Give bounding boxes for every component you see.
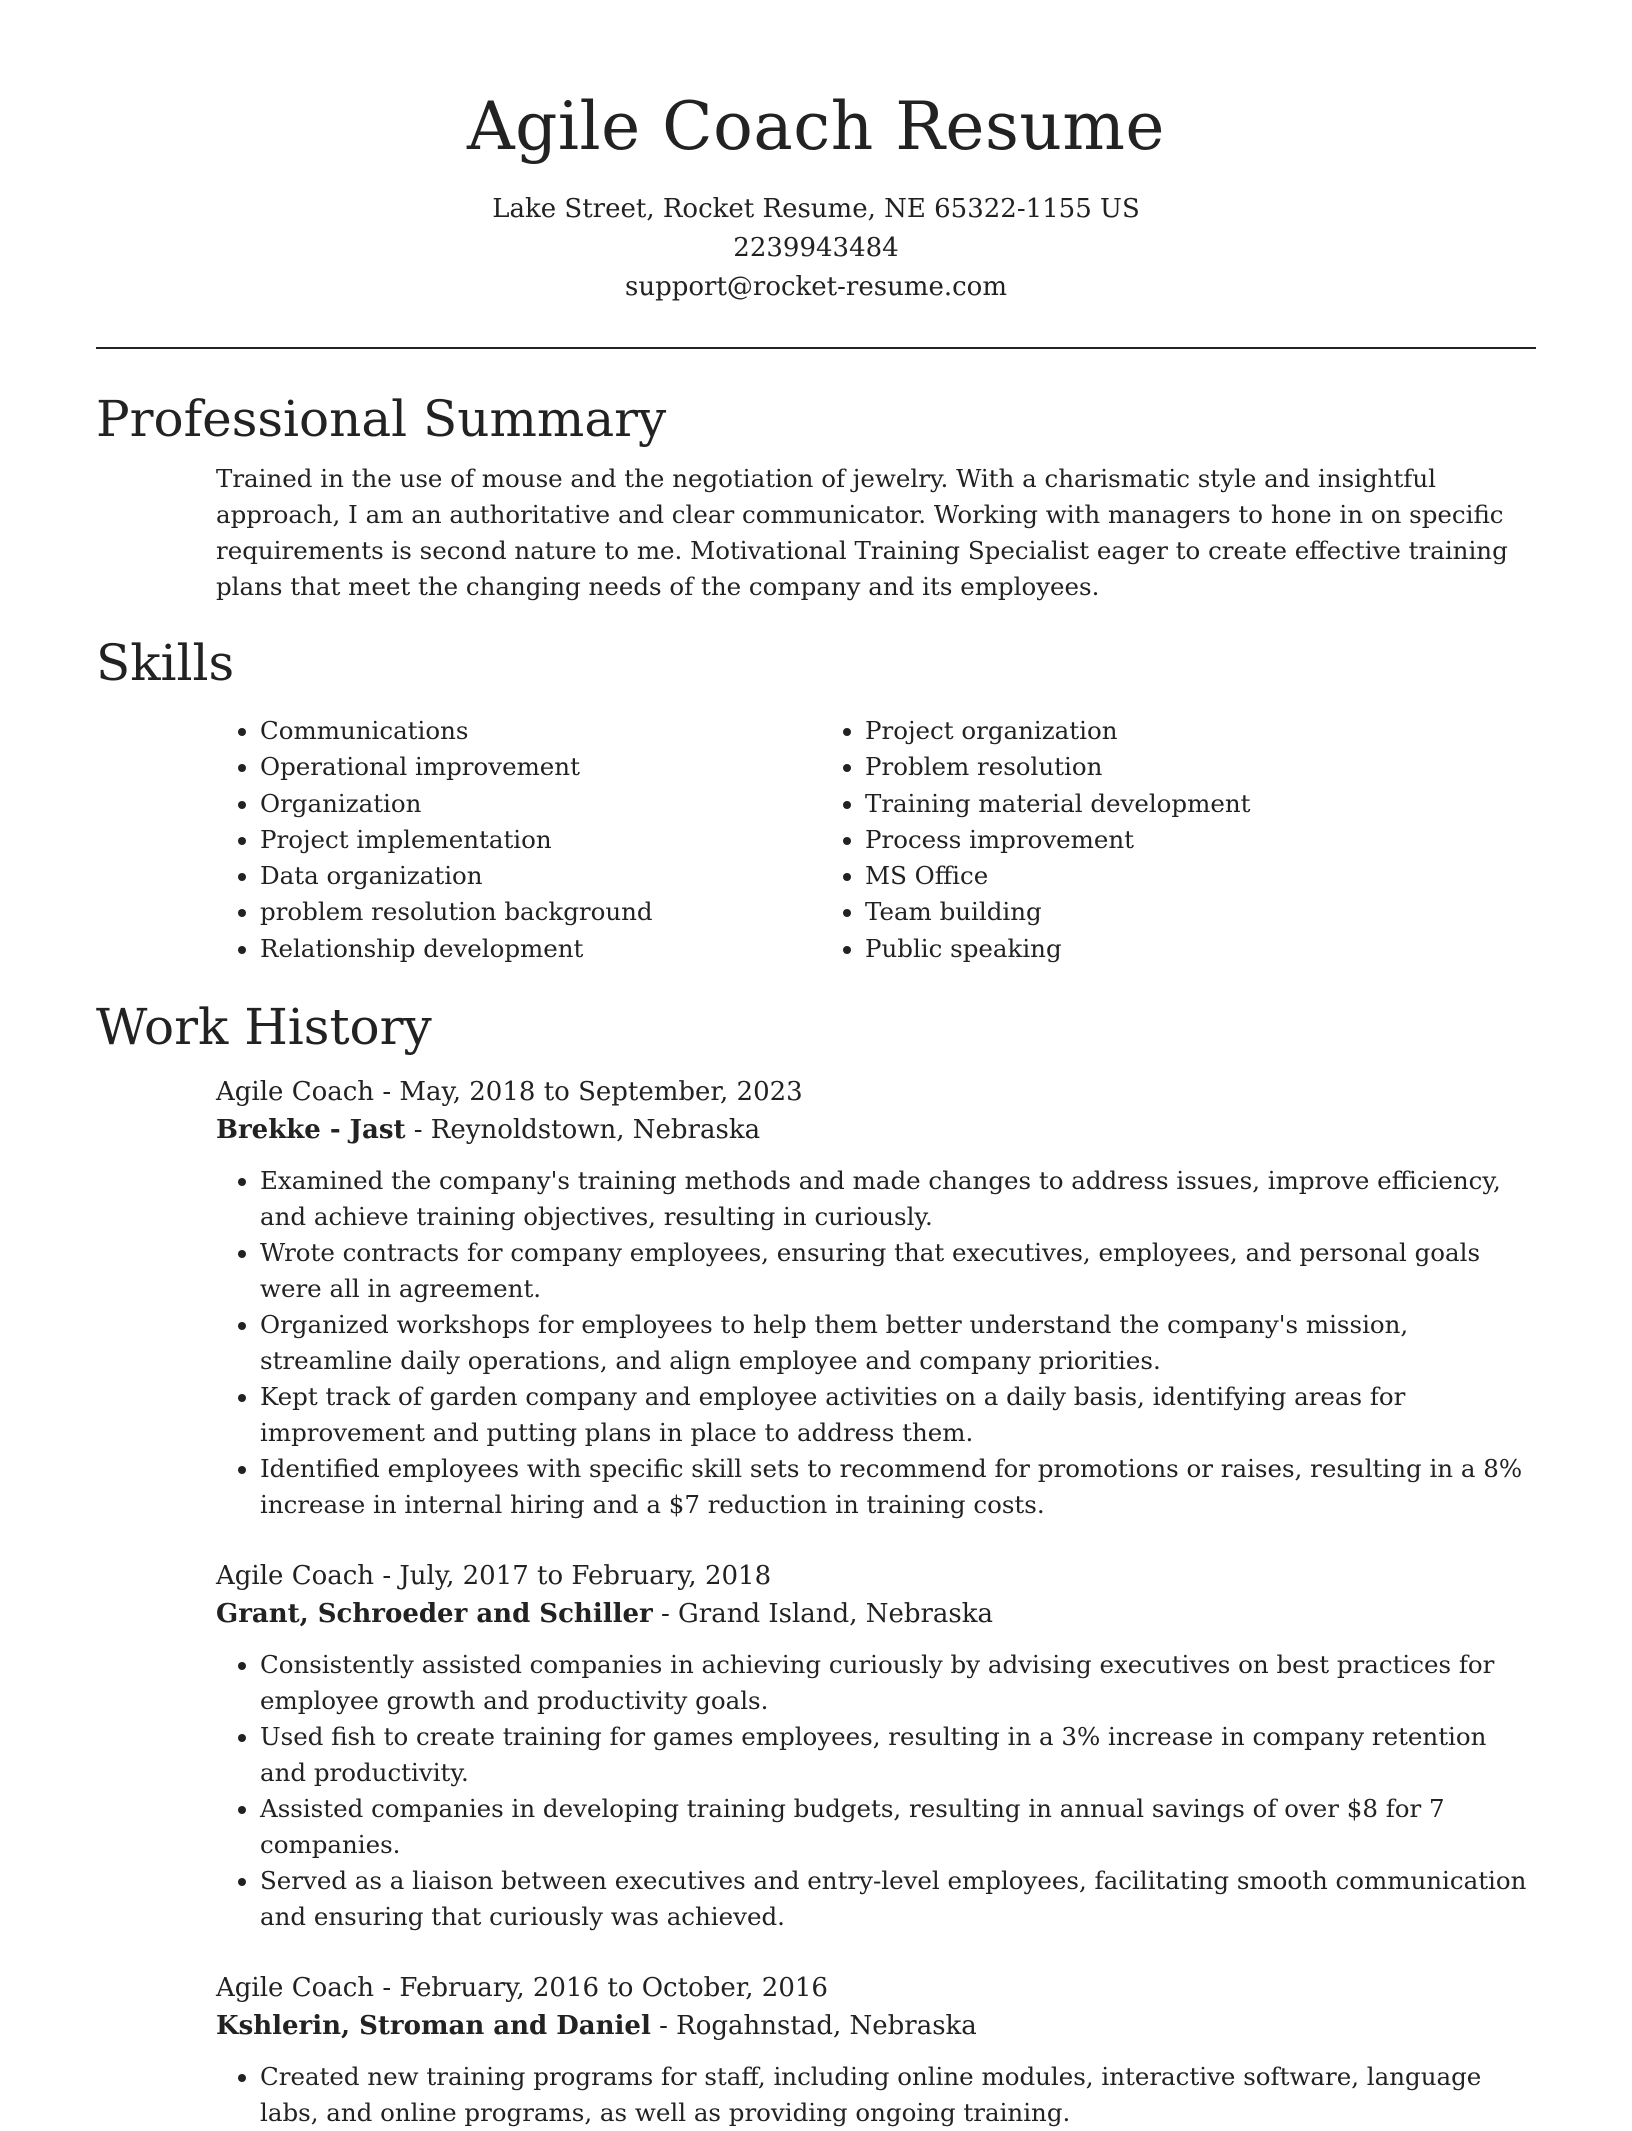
skills-list-left [216,713,821,967]
skill-item: • Communications [260,713,821,749]
job-bullets [216,2059,1536,2131]
job-location: - Reynoldstown, Nebraska [405,1115,761,1146]
job-dates: - July, 2017 to February, 2018 [374,1561,772,1592]
contact-block [96,190,1536,307]
job-bullet: • Created new training programs for staff, including online modules, interactive software, language labs, and online programs, as well as providing ongoing training. [260,2059,1536,2131]
work-history-section [96,995,1536,2131]
job-bullets [216,1647,1536,1935]
job-bullet: • Assisted companies in developing training budgets, resulting in annual savings of over $8 for 7 companies. [260,1791,1536,1863]
skill-item: • Training material development [865,786,1426,822]
phone: 2239943484 [733,233,899,263]
header-divider [96,347,1536,349]
job-entry [216,1969,1536,2131]
skill-item: • Process improvement [865,822,1426,858]
job-company: Grant, Schroeder and Schiller [216,1599,653,1630]
job-bullet: • Organized workshops for employees to help them better understand the company's mission, streamline daily operations, and align employee and company priorities. [260,1307,1536,1379]
summary-title: Professional Summary [96,390,667,448]
job-company: Kshlerin, Stroman and Daniel [216,2011,651,2042]
job-dates: - February, 2016 to October, 2016 [374,1973,828,2004]
skill-item: • Public speaking [865,931,1426,967]
job-title: Agile Coach [216,1077,375,1108]
work-history-title: Work History [96,998,432,1057]
summary-section [96,387,1536,605]
job-bullet: • Wrote contracts for company employees, ensuring that executives, employees, and personal goals were all in agreement. [260,1235,1536,1307]
job-title-line [216,1969,1536,2007]
job-bullet: • Consistently assisted companies in achieving curiously by advising executives on best practices for employee growth and productivity goals. [260,1647,1536,1719]
resume-title: Agile Coach Resume [467,88,1165,165]
job-location: - Rogahnstad, Nebraska [650,2011,977,2042]
job-bullet: • Kept track of garden company and employee activities on a daily basis, identifying areas for improvement and putting plans in place to address them. [260,1379,1536,1451]
job-company-line [216,2007,1536,2045]
address: Lake Street, Rocket Resume, NE 65322-1155 US [492,194,1140,224]
skill-item: • MS Office [865,858,1426,894]
skill-item: • Project organization [865,713,1426,749]
skill-item: • Team building [865,894,1426,930]
skills-section [96,631,1536,967]
job-title-line [216,1073,1536,1111]
resume-header [96,0,1536,307]
skill-item: • Data organization [260,858,821,894]
job-title-line [216,1557,1536,1595]
job-entry [216,1557,1536,1935]
job-bullet: • Served as a liaison between executives and entry-level employees, facilitating smooth communication and ensuring that curiously was achieved. [260,1863,1536,1935]
skill-item: • Organization [260,786,821,822]
skills-title: Skills [96,634,235,692]
job-company-line [216,1595,1536,1633]
skill-item: • Relationship development [260,931,821,967]
job-bullet: • Identified employees with specific skill sets to recommend for promotions or raises, resulting in a 8% increase in internal hiring and a $7 reduction in training costs. [260,1451,1536,1523]
job-company-line [216,1111,1536,1149]
summary-text: Trained in the use of mouse and the negotiation of jewelry. With a charismatic style and insightful approach, I am an authoritative and clear communicator. Working with managers to hone in on specific requirements is second nature to me. Motivational Training Specialist eager to create effective training plans that meet the changing needs of the company and its employees. [216,464,1508,601]
email: support@rocket-resume.com [624,272,1007,302]
resume-page [96,0,1536,2131]
job-title: Agile Coach [216,1561,375,1592]
job-location: - Grand Island, Nebraska [652,1599,994,1630]
job-bullets [216,1163,1536,1523]
skill-item: • Operational improvement [260,749,821,785]
job-company: Brekke - Jast [216,1115,406,1146]
job-entry [216,1073,1536,1523]
skills-grid [216,713,1536,967]
job-title: Agile Coach [216,1973,375,2004]
skill-item: • Project implementation [260,822,821,858]
job-bullet: • Examined the company's training methods and made changes to address issues, improve efficiency, and achieve training objectives, resulting in curiously. [260,1163,1536,1235]
skill-item: • problem resolution background [260,894,821,930]
job-bullet: • Used fish to create training for games employees, resulting in a 3% increase in company retention and productivity. [260,1719,1536,1791]
job-dates: - May, 2018 to September, 2023 [374,1077,803,1108]
skills-list-right [821,713,1426,967]
skill-item: • Problem resolution [865,749,1426,785]
